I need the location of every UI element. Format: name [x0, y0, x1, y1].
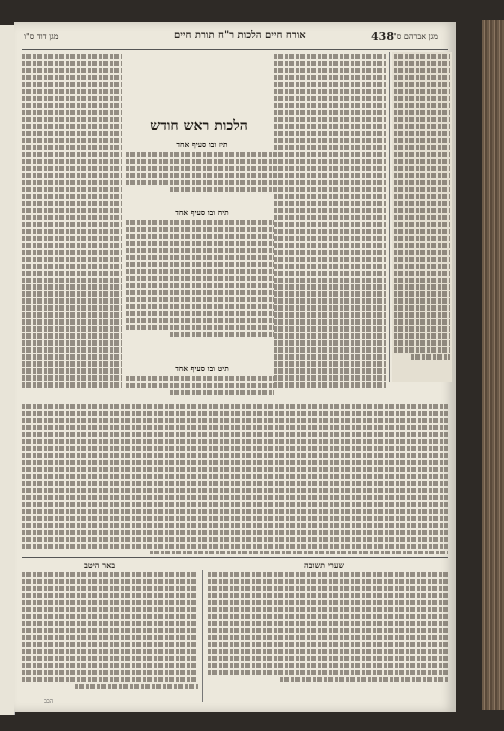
footnote-divider: [202, 570, 203, 702]
shaarei-teshuvah-label: שערי תשובה: [304, 560, 345, 570]
right-page-stack: [482, 20, 504, 710]
folio-mark: הבב: [44, 698, 54, 705]
sidebar-divider: [389, 52, 390, 382]
running-head-left: מגן דוד ס"ו: [24, 32, 59, 41]
header-rule: [22, 49, 448, 50]
main-heading: הלכות ראש חודש: [150, 118, 248, 134]
sidebar-text: [394, 54, 450, 380]
main-text-section-3: [126, 376, 274, 400]
book-page: [14, 22, 456, 712]
running-head-center: אורח חיים הלכות ר"ח תורת חיים: [174, 30, 306, 41]
right-commentary-column: [274, 54, 386, 394]
shaarei-teshuvah-text: [208, 572, 448, 696]
sub-heading-2: תיח ובו סעיף אחד: [175, 208, 229, 217]
lower-commentary-block: [22, 404, 448, 554]
sub-heading-1: תיז ובו סעיף אחד: [176, 140, 228, 149]
sidebar-column: [392, 52, 452, 382]
left-page-edge: [0, 25, 15, 715]
running-head-right: מגן אברהם ס"ו: [391, 32, 438, 41]
main-text-section-1: [126, 152, 274, 202]
beer-heitev-label: באר היטב: [84, 560, 116, 570]
left-commentary-column: [22, 54, 122, 394]
running-head: [14, 30, 456, 48]
footnote-rule: [22, 557, 448, 558]
beer-heitev-text: [22, 572, 198, 702]
sub-heading-3: תיט ובו סעיף אחד: [175, 364, 229, 373]
page-number: 438: [371, 30, 394, 43]
main-text-section-2: [126, 220, 274, 360]
